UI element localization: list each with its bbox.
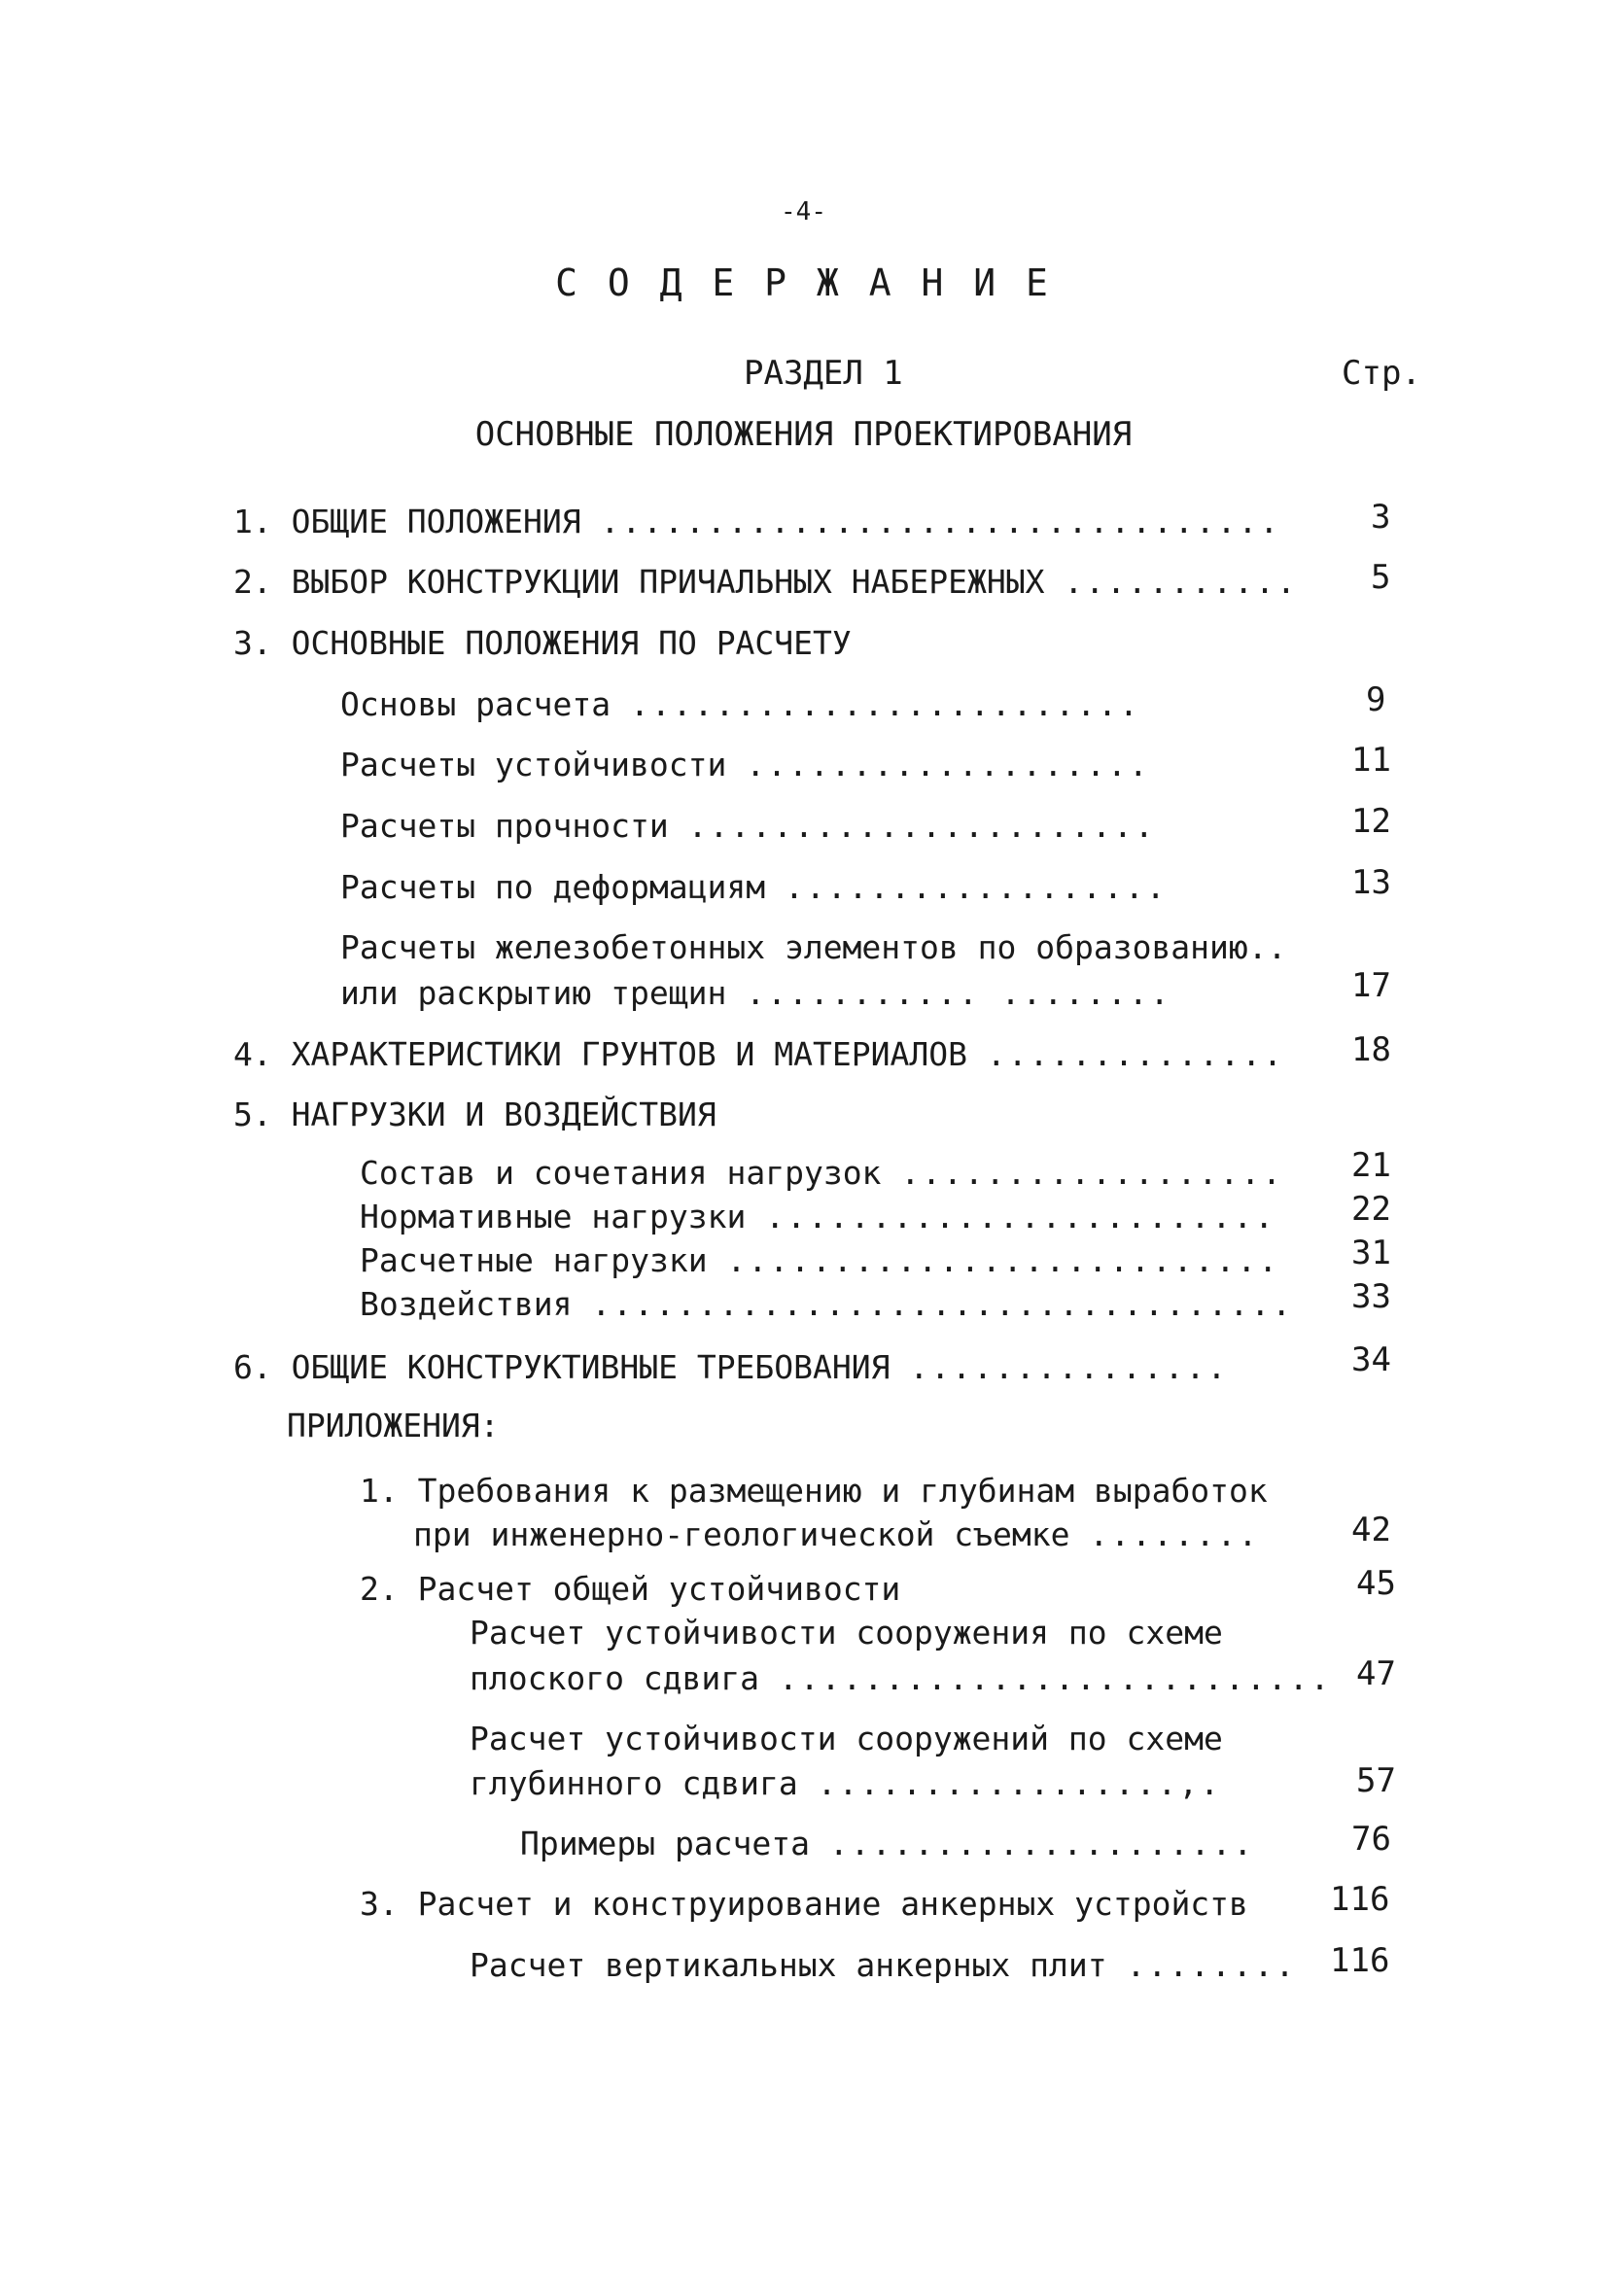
toc-page-number: 34 (1351, 1340, 1391, 1379)
toc-entry (360, 1154, 1283, 1192)
toc-entry-text: Нормативные нагрузки (360, 1198, 747, 1235)
toc-leader-dots: ................................. (591, 1285, 1294, 1323)
toc-page-number: 9 (1366, 680, 1386, 719)
toc-entry-text: 1. ОБЩИЕ ПОЛОЖЕНИЯ (233, 503, 581, 540)
toc-entry-text: Примеры расчета (520, 1825, 811, 1862)
toc-entry-text: Расчеты по деформациям (340, 868, 766, 906)
toc-entry (360, 1200, 1275, 1233)
toc-page-number: 76 (1351, 1820, 1391, 1859)
toc-page-number: 12 (1351, 802, 1391, 841)
section-title: ОСНОВНЫЕ ПОЛОЖЕНИЯ ПРОЕКТИРОВАНИЯ (474, 415, 1133, 454)
toc-entry-text: Расчетные нагрузки (360, 1241, 708, 1279)
toc-page-number: 116 (1330, 1941, 1390, 1980)
toc-entry (360, 1570, 901, 1608)
toc-entry-text: 2. Расчет общей устойчивости (360, 1570, 901, 1608)
toc-entry (470, 1614, 1223, 1652)
toc-entry-text: плоского сдвига (470, 1659, 760, 1697)
toc-leader-dots: ........................ (765, 1198, 1276, 1235)
toc-entry-text: ПРИЛОЖЕНИЯ: (287, 1407, 500, 1444)
toc-entry-text: или раскрытию трещин (340, 974, 727, 1012)
toc-entry-text: Расчеты прочности (340, 807, 669, 845)
toc-page-number: 5 (1371, 558, 1391, 597)
toc-leader-dots: ........ (1089, 1515, 1260, 1553)
toc-page-number: 57 (1356, 1761, 1396, 1800)
toc-leader-dots: .................... (828, 1825, 1255, 1862)
toc-page-number: 13 (1351, 863, 1391, 902)
toc-entry (360, 1472, 1268, 1510)
toc-entry-text: 1. Требования к размещению и глубинам выработок (360, 1472, 1268, 1510)
toc-leader-dots: .................. (900, 1154, 1283, 1192)
toc-page-number: 31 (1351, 1234, 1391, 1272)
toc-page-number: 21 (1351, 1146, 1391, 1185)
toc-entry-text: Расчет вертикальных анкерных плит (470, 1946, 1107, 1984)
toc-entry-text: при инженерно-геологической съемке (413, 1515, 1070, 1553)
toc-entry (360, 1885, 1248, 1923)
section-heading: РАЗДЕЛ 1 (744, 354, 903, 393)
toc-entry (360, 1285, 1294, 1323)
toc-entry-text: 3. Расчет и конструирование анкерных устройств (360, 1885, 1248, 1923)
toc-leader-dots: ........................ (630, 685, 1140, 723)
toc-leader-dots: ................... (746, 746, 1150, 783)
toc-entry (233, 1035, 1285, 1073)
page-column-heading: Стр. (1342, 354, 1421, 393)
toc-page-number: 116 (1330, 1880, 1390, 1919)
toc-entry-text: Расчеты устойчивости (340, 746, 727, 783)
toc-entry-text: Расчет устойчивости сооружений по схеме (470, 1720, 1223, 1757)
toc-page-number: 11 (1351, 741, 1391, 780)
toc-page-number: 42 (1351, 1511, 1391, 1549)
toc-entry (520, 1827, 1254, 1860)
toc-entry (360, 1241, 1280, 1279)
toc-entry (470, 1722, 1223, 1755)
toc-page-number: 17 (1351, 966, 1391, 1005)
toc-entry-text: глубинного сдвига (470, 1764, 798, 1802)
toc-leader-dots: .......................... (726, 1241, 1280, 1279)
toc-entry-text: Состав и сочетания нагрузок (360, 1154, 882, 1192)
toc-entry (470, 1659, 1332, 1697)
toc-entry (287, 1409, 500, 1442)
toc-entry-text: 3. ОСНОВНЫЕ ПОЛОЖЕНИЯ ПО РАСЧЕТУ (233, 624, 852, 662)
toc-page-number: 45 (1356, 1564, 1396, 1603)
toc-leader-dots: ........... (1064, 563, 1298, 601)
toc-entry (340, 928, 1287, 966)
toc-leader-dots: .................. (784, 868, 1168, 906)
toc-entry (233, 624, 852, 662)
page-title: С О Д Е Р Ж А Н И Е (555, 261, 1052, 304)
toc-entry-text: 2. ВЫБОР КОНСТРУКЦИИ ПРИЧАЛЬНЫХ НАБЕРЕЖНЫХ (233, 563, 1045, 601)
toc-entry (340, 807, 1156, 845)
toc-page-number: 3 (1371, 498, 1391, 537)
toc-page-number: 22 (1351, 1190, 1391, 1229)
toc-leader-dots: .......................... (778, 1659, 1332, 1697)
toc-page-number: 33 (1351, 1277, 1391, 1316)
page-mark: -4- (781, 197, 826, 226)
toc-entry (470, 1946, 1297, 1984)
toc-entry-text: Расчет устойчивости сооружения по схеме (470, 1614, 1223, 1652)
toc-entry (233, 1098, 716, 1131)
toc-entry (340, 748, 1150, 781)
toc-entry (233, 505, 1280, 538)
toc-leader-dots: .............. (986, 1035, 1285, 1073)
toc-page-number: 18 (1351, 1030, 1391, 1069)
toc-leader-dots: .................,. (817, 1764, 1222, 1802)
toc-entry-text: 6. ОБЩИЕ КОНСТРУКТИВНЫЕ ТРЕБОВАНИЯ (233, 1348, 891, 1386)
toc-leader-dots: ................................ (600, 503, 1281, 540)
toc-page-number: 47 (1356, 1654, 1396, 1693)
toc-entry-text: 4. ХАРАКТЕРИСТИКИ ГРУНТОВ И МАТЕРИАЛОВ (233, 1035, 967, 1073)
toc-leader-dots: ........ (1126, 1946, 1297, 1984)
toc-entry (340, 868, 1168, 906)
toc-entry (470, 1764, 1222, 1802)
toc-entry (233, 563, 1298, 601)
toc-entry-text: Воздействия (360, 1285, 573, 1323)
toc-entry-text: Основы расчета (340, 685, 611, 723)
toc-entry (340, 685, 1140, 723)
toc-entry (233, 1348, 1229, 1386)
toc-entry (413, 1515, 1260, 1553)
toc-entry-text: 5. НАГРУЗКИ И ВОЗДЕЙСТВИЯ (233, 1096, 716, 1133)
toc-leader-dots: ...................... (687, 807, 1156, 845)
toc-leader-dots: ........... ........ (746, 974, 1171, 1012)
toc-leader-dots: ............... (909, 1348, 1229, 1386)
toc-entry (340, 974, 1171, 1012)
toc-entry-text: Расчеты железобетонных элементов по образованию.. (340, 928, 1287, 966)
